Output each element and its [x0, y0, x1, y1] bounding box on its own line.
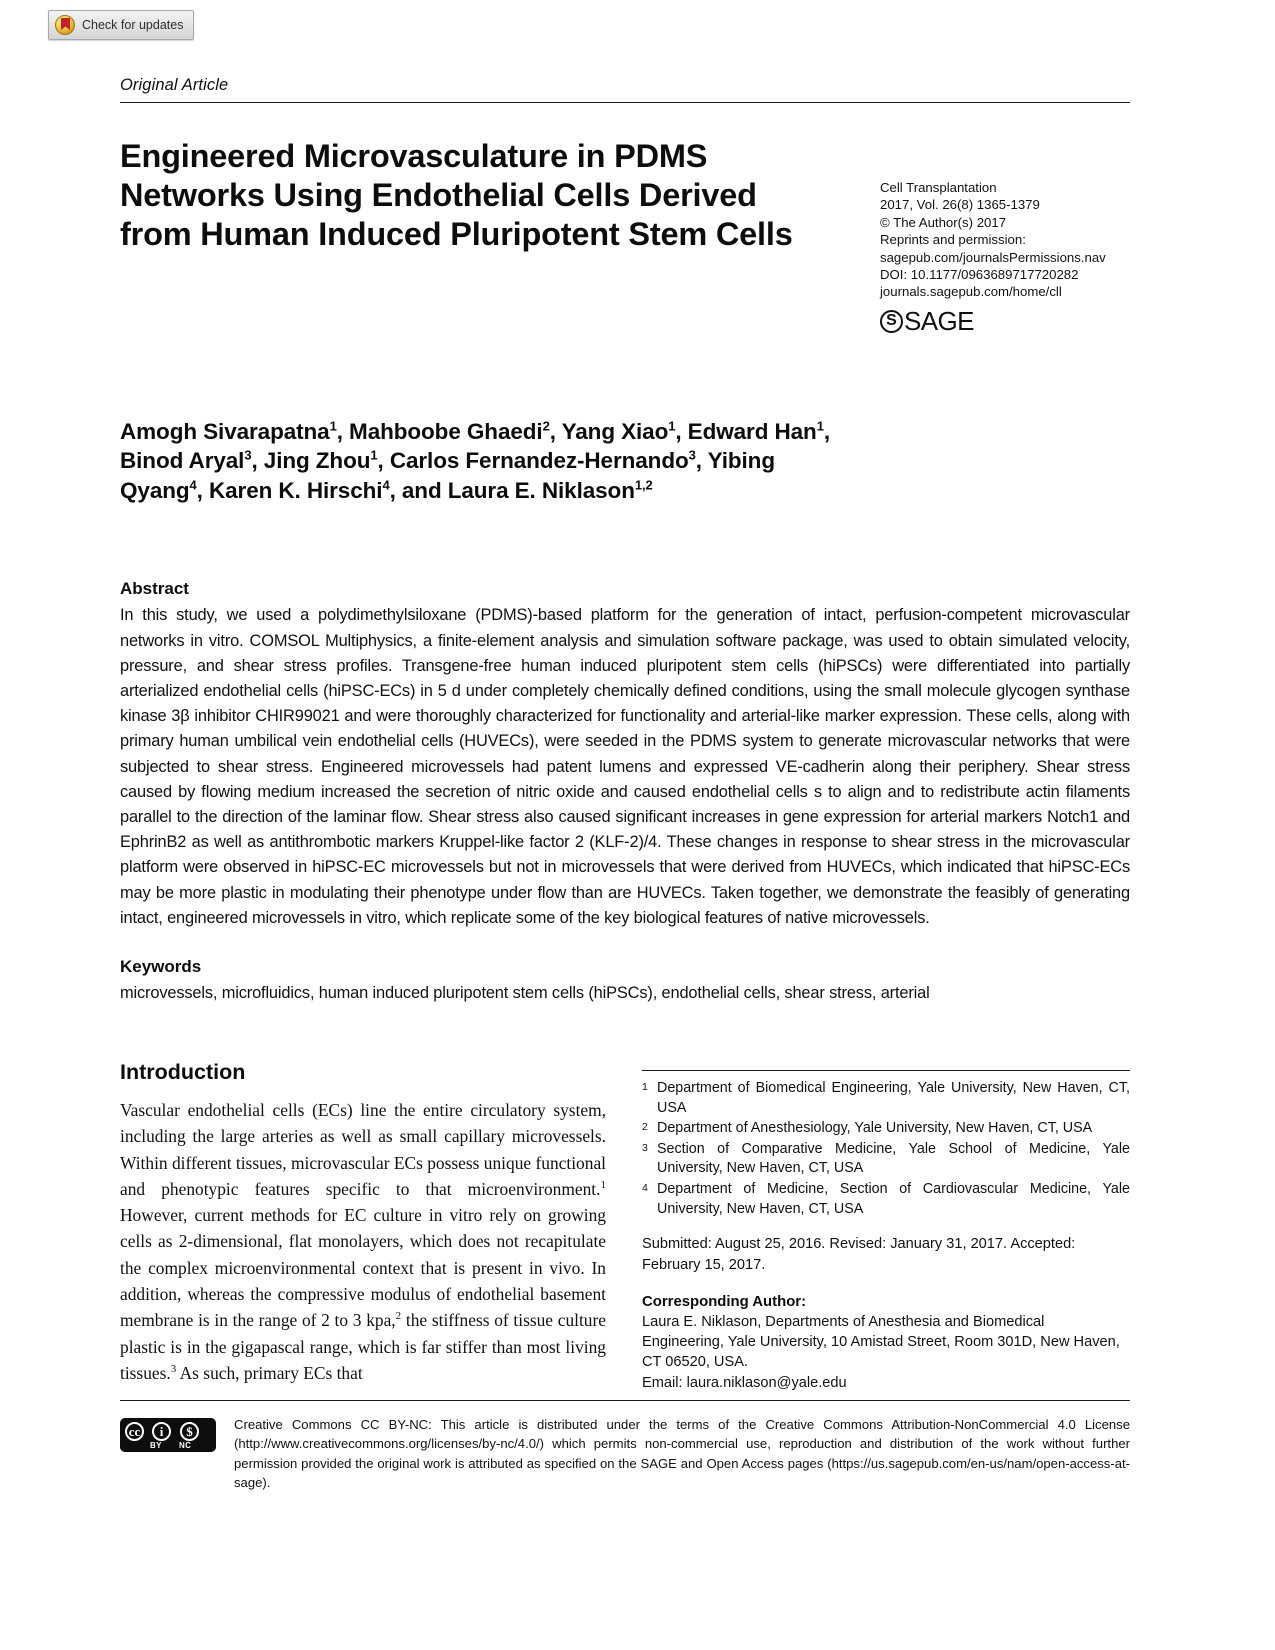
cc-nc-label: NC [179, 1441, 192, 1450]
affiliations-list [642, 1079, 1130, 1219]
author-list: Amogh Sivarapatna$^1$, Mahboobe Ghaedi$^2$, Yang Xiao$^1$, Edward Han$^1$, Binod Aryal$^3$, Jing Zhou$^1$, Carlos Fernandez-Hernando$^3$, Yibing Qyang$^4$, Karen K. Hirschi$^4$, and Laura E. Niklason$^{1,2}$ [120, 418, 830, 503]
cc-by-label: BY [150, 1441, 162, 1450]
keywords-section [120, 957, 1130, 1006]
reprints-label: Reprints and permission: [880, 232, 1026, 248]
reprints-url[interactable]: sagepub.com/journalsPermissions.nav [880, 249, 1106, 265]
affiliation-text: Department of Anesthesiology, Yale University, New Haven, CT, USA [657, 1120, 1093, 1137]
affiliation-text: Department of Biomedical Engineering, Yale University, New Haven, CT, USA [657, 1079, 1130, 1116]
introduction-body: Vascular endothelial cells (ECs) line the entire circulatory system, including the large arteries as well as small capillary microvessels. Within different tissues, microvascular ECs possess unique functional and phenotypic features specific to that microenvironment.$^1$ However, current methods for EC culture in vitro rely on growing cells as 2-dimensional, flat monolayers, which does not recapitulate the complex microenvironmental context that is present in vivo. In addition, whereas the compressive modulus of endothelial basement membrane is in the range of 2 to 3 kpa,$^2$ the stiffness of tissue culture plastic is in the gigapascal range, which is far stiffer than most living tissues.$^3$ As such, primary ECs that [120, 1099, 607, 1383]
crossmark-icon [55, 15, 75, 35]
cc-by-circle-icon: i [152, 1422, 171, 1441]
creative-commons-icon [120, 1418, 216, 1452]
sage-s-icon [880, 310, 903, 333]
journal-metadata-block [880, 137, 1130, 336]
journal-name: Cell Transplantation [880, 180, 997, 195]
title-and-journal-row [120, 137, 1130, 336]
corresponding-author-address: Laura E. Niklason, Departments of Anesthesia and Biomedical Engineering, Yale University, 10 Amistad Street, Room 301D, New Haven, CT 06520, USA. [642, 1313, 1120, 1371]
sage-logo [880, 305, 1130, 336]
affiliation-item [642, 1180, 1130, 1219]
license-text: Creative Commons CC BY-NC: This article is distributed under the terms of the Creative Commons Attribution-NonCommercial 4.0 License (http://www.creativecommons.org/licenses/by-nc/4.0/) which permits non-commercial use, reproduction and distribution of the work without further permission provided the original work is attributed as specified on the SAGE and Open Access pages (https://us.sagepub.com/en-us/nam/open-access-at-sage). [234, 1417, 1130, 1491]
cc-nc-circle-icon: $ [180, 1422, 199, 1441]
page-title: Engineered Microvasculature in PDMS Networks Using Endothelial Cells Derived from Human Induced Pluripotent Stem Cells [120, 138, 793, 252]
corresponding-author-heading: Corresponding Author: [642, 1293, 807, 1310]
abstract-section [120, 579, 1130, 931]
journal-volume: 2017, Vol. 26(8) 1365-1379 [880, 197, 1040, 213]
article-type-kicker: Original Article [120, 76, 229, 94]
license-row [120, 1415, 1130, 1493]
affiliation-number: 2 [642, 1121, 648, 1134]
header-divider [120, 102, 1130, 103]
affiliation-text: Department of Medicine, Section of Cardiovascular Medicine, Yale University, New Haven, CT, USA [657, 1180, 1130, 1217]
submission-dates: Submitted: August 25, 2016. Revised: January 31, 2017. Accepted: February 15, 2017. [642, 1236, 1076, 1273]
keywords-body: microvessels, microfluidics, human induced pluripotent stem cells (hiPSCs), endothelial cells, shear stress, arterial [120, 983, 930, 1002]
column-gutter [606, 1060, 642, 1393]
journal-home-url[interactable]: journals.sagepub.com/home/cll [880, 284, 1062, 300]
doi-text[interactable]: DOI: 10.1177/0963689717720282 [880, 267, 1079, 283]
article-content [120, 76, 1130, 1393]
introduction-heading: Introduction [120, 1059, 246, 1084]
affiliation-item [642, 1119, 1130, 1139]
check-for-updates-button[interactable] [48, 10, 194, 40]
check-for-updates-label: Check for updates [82, 18, 184, 32]
affiliation-item [642, 1140, 1130, 1179]
cc-circle-icon: cc [125, 1422, 144, 1441]
affiliations-divider [642, 1070, 1130, 1071]
abstract-body: In this study, we used a polydimethylsiloxane (PDMS)-based platform for the generation of intact, perfusion-competent microvascular networks in vitro. COMSOL Multiphysics, a finite-element analysis and simulation software package, was used to obtain simulated velocity, pressure, and shear stress profiles. Transgene-free human induced pluripotent stem cells (hiPSCs) were differentiated into partially arterialized endothelial cells (hiPSC-ECs) in 5 d under completely chemically defined conditions, using the small molecule glycogen synthase kinase 3β inhibitor CHIR99021 and were thoroughly characterized for functionality and arterial-like marker expression. These cells, along with primary human umbilical vein endothelial cells (HUVECs), were seeded in the PDMS system to generate microvascular networks that were subjected to shear stress. Engineered microvessels had patent lumens and expressed VE-cadherin along their periphery. Shear stress caused by flowing medium increased the secretion of nitric oxide and caused endothelial cells s to align and to redistribute actin filaments parallel to the direction of the laminar flow. Shear stress also caused significant increases in gene expression for arterial markers Notch1 and EphrinB2 as well as antithrombotic markers Kruppel-like factor 2 (KLF-2)/4. These changes in response to shear stress in the microvascular platform were observed in hiPSC-EC microvessels but not in microvessels that were derived from HUVECs, which indicated that hiPSC-ECs may be more plastic in modulating their phenotype under flow than are HUVECs. Taken together, we demonstrate the feasibly of generating intact, engineered microvessels in vitro, which replicate some of the key biological features of native microvessels. [120, 606, 1130, 927]
introduction-column [120, 1060, 606, 1393]
affiliation-item [642, 1079, 1130, 1118]
license-footer [120, 1400, 1130, 1493]
keywords-heading: Keywords [120, 956, 202, 976]
affiliation-number: 1 [642, 1080, 648, 1093]
affiliation-number: 4 [642, 1181, 648, 1194]
two-column-region [120, 1060, 1130, 1393]
affiliations-column [642, 1060, 1130, 1393]
affiliation-text: Section of Comparative Medicine, Yale School of Medicine, Yale University, New Haven, CT, USA [657, 1140, 1130, 1177]
abstract-heading: Abstract [120, 579, 189, 599]
sage-wordmark: SAGE [904, 305, 974, 336]
corresponding-author-email[interactable]: Email: laura.niklason@yale.edu [642, 1374, 847, 1391]
affiliation-number: 3 [642, 1141, 648, 1154]
journal-copyright: © The Author(s) 2017 [880, 214, 1007, 230]
title-column [120, 137, 820, 254]
footer-divider [120, 1400, 1130, 1401]
